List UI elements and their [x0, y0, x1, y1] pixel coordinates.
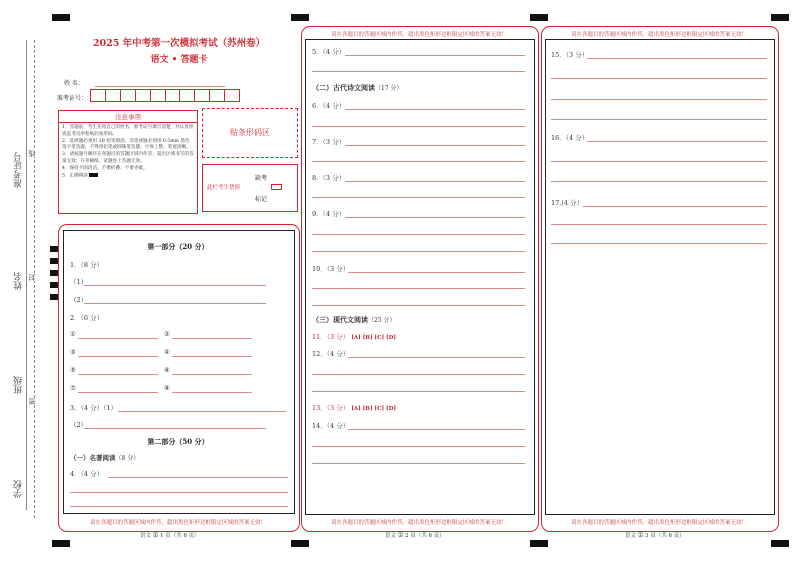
barcode-label: 贴条形码区	[230, 128, 270, 137]
answer-line[interactable]	[312, 374, 525, 375]
answer-line[interactable]	[78, 392, 158, 393]
answer-line[interactable]	[551, 161, 767, 162]
answer-line[interactable]	[312, 251, 525, 252]
seal-xian: 线	[28, 150, 36, 157]
sec1-title	[70, 453, 139, 462]
answer-line[interactable]	[172, 392, 252, 393]
notice-item: 2．选择题必须用 2B 铅笔填涂；非选择题必须用 0.5mm 黑色签字笔答题，不得用铅笔或圆珠笔答题；字体工整、笔迹清晰。	[62, 138, 191, 151]
answer-line[interactable]	[78, 356, 158, 357]
answer-line[interactable]	[345, 181, 525, 182]
answer-line[interactable]	[312, 126, 525, 127]
q2-opt-5: ⑤	[70, 366, 76, 374]
page-title: 2025 年中考第一次模拟考试（苏州卷）	[92, 38, 266, 49]
answer-line[interactable]	[312, 161, 525, 162]
q9-label: 9．（4 分）	[312, 210, 346, 218]
answer-line[interactable]	[312, 446, 525, 447]
timing-mark	[52, 14, 70, 21]
answer-line[interactable]	[345, 217, 525, 218]
name-field[interactable]	[95, 86, 225, 87]
side-id-label: 准考证号	[14, 152, 24, 188]
timing-mark	[52, 540, 70, 547]
q3-2-label: （2）	[70, 421, 88, 429]
q13-label-text: 13．（3 分）	[312, 404, 350, 412]
notice-item: 1．答题前，考生先将自己的姓名，准考证号填写清楚，并认真检查监考员所粘贴的条形码。	[62, 125, 194, 137]
notice-top-2: 请在各题目的答题区域内作答，超出黑色矩形边框限定区域的答案无效！	[330, 32, 507, 38]
answer-line[interactable]	[348, 272, 525, 273]
side-school-label: 学校	[14, 480, 24, 498]
timing-mark	[291, 540, 309, 547]
q4-label: 4．（4 分）	[70, 470, 104, 478]
q3-1-label: 3．（4 分）（1）	[70, 404, 117, 412]
q2-opt-1: ①	[70, 330, 76, 338]
answer-line[interactable]	[587, 141, 767, 142]
answer-line[interactable]	[312, 234, 525, 235]
q2-opt-2: ②	[164, 330, 170, 338]
page3-footer: 语文 第 3 页（共 6 页）	[625, 533, 685, 539]
answer-line[interactable]	[84, 428, 266, 429]
sec3-title	[312, 315, 396, 325]
answer-box-3	[545, 39, 775, 515]
q17-label: 17.(4 分）	[551, 199, 584, 207]
answer-line[interactable]	[70, 506, 288, 507]
notice-title: 注意事项	[59, 111, 197, 123]
q10-label: 10．（3 分）	[312, 265, 350, 273]
answer-line[interactable]	[70, 492, 288, 493]
absent-mark-label: 缺考	[255, 175, 268, 182]
sec2-title-text: （二）古代诗文阅读	[312, 83, 375, 92]
barcode-area	[202, 108, 298, 158]
q15-label: 15．（3 分）	[551, 51, 589, 59]
sec1-score: （8 分）	[115, 455, 140, 462]
answer-line[interactable]	[312, 288, 525, 289]
notice-top-3: 请在各题目的答题区域内作答，超出黑色矩形边框限定区域的答案无效！	[570, 32, 747, 38]
sec3-title-text: （三）现代文阅读	[312, 315, 368, 324]
answer-line[interactable]	[172, 338, 252, 339]
answer-line[interactable]	[551, 181, 767, 182]
q14-label: 14．（4 分）	[312, 422, 350, 430]
q11-label-text: 11．（3 分）	[312, 333, 350, 341]
q13-label	[312, 403, 396, 412]
answer-line[interactable]	[312, 197, 525, 198]
page-subtitle: 语文 • 答题卡	[150, 55, 208, 65]
page2-footer: 语文 第 2 页（共 6 页）	[385, 533, 445, 539]
answer-line[interactable]	[108, 477, 288, 478]
notice-item: 4．保持卡面清洁，不要折叠、不要弄破。	[62, 165, 148, 171]
q2-opt-7: ⑦	[70, 384, 76, 392]
q6-label: 6．（4 分）	[312, 102, 346, 110]
answer-line[interactable]	[348, 429, 525, 430]
mark-label: 标记	[255, 196, 268, 203]
sec1-title-text: （一）名著阅读	[70, 454, 116, 462]
timing-mark	[530, 14, 548, 21]
absent-box	[202, 164, 298, 212]
q2-opt-6: ⑥	[164, 366, 170, 374]
answer-line[interactable]	[78, 374, 158, 375]
notice-box	[58, 110, 198, 214]
answer-line[interactable]	[84, 285, 266, 286]
q1-2-label: （2）	[70, 296, 88, 304]
answer-line[interactable]	[551, 224, 767, 225]
answer-line[interactable]	[587, 58, 767, 59]
answer-line[interactable]	[312, 305, 525, 306]
side-class-label: 班级	[14, 376, 24, 394]
q7-label: 7．（3 分）	[312, 138, 346, 146]
answer-line[interactable]	[551, 243, 767, 244]
part2-title: 第二部分（50 分）	[147, 437, 209, 446]
answer-line[interactable]	[172, 356, 252, 357]
notice-bottom-3: 请在各题目的答题区域内作答，超出黑色矩形边框限定区域的答案无效！	[570, 520, 747, 526]
answer-line[interactable]	[345, 55, 525, 56]
timing-mark	[530, 540, 548, 547]
q1-1-label: （1）	[70, 278, 88, 286]
notice-item: 3．请按题号顺序在各题目的答题区域内作答，超出区域书写的答案无效；在草稿纸、试题卷上答题无效。	[62, 152, 194, 164]
q2-opt-3: ③	[70, 348, 76, 356]
answer-line[interactable]	[312, 463, 525, 464]
answer-line[interactable]	[345, 109, 525, 110]
answer-line[interactable]	[583, 206, 767, 207]
answer-line[interactable]	[551, 119, 767, 120]
absent-label: 此栏考生禁填	[207, 185, 241, 191]
id-label: 准考证号：	[57, 95, 88, 102]
answer-line[interactable]	[312, 391, 525, 392]
timing-mark	[771, 540, 789, 547]
q8-label: 8．（3 分）	[312, 174, 346, 182]
sec2-title	[312, 83, 403, 93]
page1-footer: 语文 第 1 页（共 6 页）	[140, 533, 200, 539]
sec3-score: （25 分）	[368, 317, 396, 324]
q12-label: 12．（4 分）	[312, 350, 350, 358]
answer-line[interactable]	[551, 78, 767, 79]
answer-line[interactable]	[84, 303, 266, 304]
answer-line[interactable]	[551, 99, 767, 100]
id-boxes[interactable]	[90, 89, 240, 102]
filled-sample	[89, 173, 98, 177]
q2-opt-8: ⑧	[164, 384, 170, 392]
timing-mark	[771, 14, 789, 21]
part1-title: 第一部分（20 分）	[147, 242, 209, 251]
answer-box-2	[305, 39, 535, 515]
q11-label	[312, 332, 396, 341]
answer-line[interactable]	[118, 411, 286, 412]
seal-feng: 封	[28, 274, 36, 281]
name-label: 姓 名：	[64, 80, 84, 87]
answer-line[interactable]	[78, 338, 158, 339]
q2-label: 2．（6 分）	[70, 314, 104, 322]
absent-checkbox[interactable]	[271, 184, 282, 190]
answer-line[interactable]	[312, 71, 525, 72]
answer-line[interactable]	[348, 357, 525, 358]
q5-label: 5．（4 分）	[312, 48, 346, 56]
notice-bottom-2: 请在各题目的答题区域内作答，超出黑色矩形边框限定区域的答案无效！	[330, 520, 507, 526]
q1-label: 1．（8 分）	[70, 261, 104, 269]
q13-options[interactable]: [A] [B] [C] [D]	[351, 406, 396, 412]
q16-label: 16．（4 分）	[551, 134, 589, 142]
sec2-score: （17 分）	[375, 85, 403, 92]
seal-mi: 密	[28, 398, 36, 405]
answer-line[interactable]	[172, 374, 252, 375]
q2-opt-4: ④	[164, 348, 170, 356]
side-name-label: 姓名	[14, 272, 24, 290]
q11-options[interactable]: [A] [B] [C] [D]	[351, 335, 396, 341]
notice-item: 5．正确填涂	[62, 173, 88, 179]
notice-bottom-1: 请在各题目的答题区域内作答，超出黑色矩形边框限定区域的答案无效！	[89, 520, 266, 526]
timing-mark	[291, 14, 309, 21]
answer-line[interactable]	[345, 145, 525, 146]
